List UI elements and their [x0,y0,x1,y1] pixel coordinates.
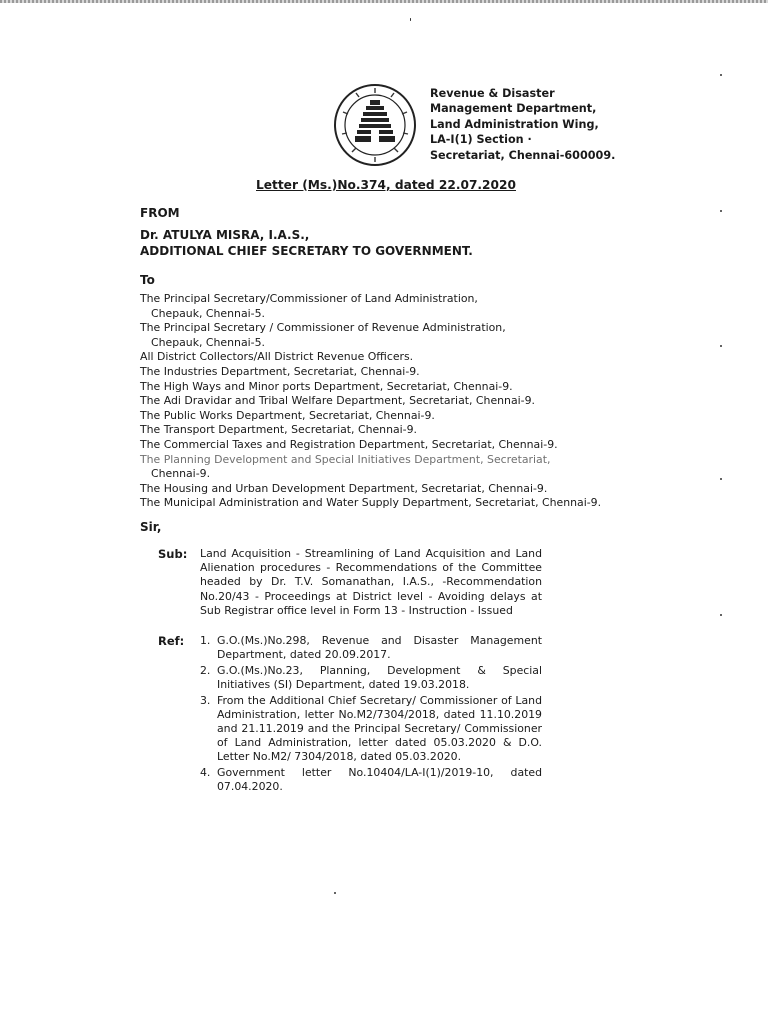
officer-name: Dr. ATULYA MISRA, I.A.S., [140,228,310,242]
reference-text: G.O.(Ms.)No.23, Planning, Development & Special Initiatives (SI) Department, dated 19.03.2018. [217,664,542,691]
salutation: Sir, [140,520,162,534]
department-address [430,86,615,163]
reference-item [200,634,542,662]
recipient-line: The Housing and Urban Development Department, Secretariat, Chennai-9. [140,481,548,495]
recipient-line: The Municipal Administration and Water Supply Department, Secretariat, Chennai-9. [140,496,602,510]
recipients-list [140,292,601,511]
reference-label: Ref: [158,634,185,648]
recipient-line: The Principal Secretary / Commissioner of Revenue Administration, [140,321,506,335]
scan-speck [720,345,722,347]
department-line: Management Department, [430,102,597,116]
subject-label: Sub: [158,547,188,561]
reference-item [200,694,542,764]
letter-number: Letter (Ms.)No.374, dated 22.07.2020 [256,178,516,192]
scan-speck [720,614,722,616]
recipient-line: The Principal Secretary/Commissioner of Land Administration, [140,292,478,305]
recipient-line: The Public Works Department, Secretariat, Chennai-9. [140,408,435,422]
recipient-line: All District Collectors/All District Revenue Officers. [140,350,414,364]
reference-text: G.O.(Ms.)No.298, Revenue and Disaster Management Department, dated 20.09.2017. [217,634,542,661]
scan-speck [720,74,722,76]
department-line: LA-I(1) Section · [430,133,532,147]
reference-item [200,664,542,692]
subject-text: Land Acquisition - Streamlining of Land Acquisition and Land Alienation procedures - Recommendations of the Committee headed by Dr. T.V. Somanathan, I.A.S., -Recommendation No.20/43 - Proceedings at District level - Avoiding delays at Sub Registrar office level in Form 13 - Instruction - Issued [200,547,542,617]
recipient-line: Chennai-9. [151,467,211,481]
reference-text: From the Additional Chief Secretary/ Commissioner of Land Administration, letter No.M2/7304/2018, dated 11.10.2019 and 21.11.2019 and the Principal Secretary/ Commissioner of Land Administration, letter dated 05.03.2020 & D.O. Letter No.M2/ 7304/2018, dated 05.03.2020. [217,694,542,763]
scan-speck [720,478,722,480]
to-label: To [140,273,155,287]
recipient-line: The High Ways and Minor ports Department, Secretariat, Chennai-9. [140,379,513,393]
officer-designation: ADDITIONAL CHIEF SECRETARY TO GOVERNMENT. [140,243,473,258]
scan-speck [334,892,336,894]
reference-number: 2. [200,664,211,677]
recipient-line: The Industries Department, Secretariat, Chennai-9. [140,364,420,378]
recipient-line: Chepauk, Chennai-5. [151,335,265,349]
scan-speck [720,210,722,212]
department-line: Land Administration Wing, [430,117,599,131]
reference-list [200,634,542,796]
reference-number: 1. [200,634,211,647]
reference-item [200,766,542,794]
department-line: Revenue & Disaster [430,87,555,100]
scan-speck [410,18,411,21]
officer-block [140,228,473,259]
recipient-line: The Transport Department, Secretariat, Chennai-9. [140,423,417,437]
recipient-line: Chepauk, Chennai-5. [151,306,265,320]
reference-number: 4. [200,766,211,779]
government-emblem-icon [332,82,418,168]
from-label: FROM [140,206,180,220]
reference-text: Government letter No.10404/LA-I(1)/2019-10, dated 07.04.2020. [217,766,542,793]
reference-number: 3. [200,694,211,707]
recipient-line: The Planning Development and Special Initiatives Department, Secretariat, [140,452,551,466]
department-line: Secretariat, Chennai-600009. [430,148,616,162]
recipient-line: The Commercial Taxes and Registration Department, Secretariat, Chennai-9. [140,437,558,451]
scan-edge [0,0,768,3]
recipient-line: The Adi Dravidar and Tribal Welfare Department, Secretariat, Chennai-9. [140,394,535,408]
